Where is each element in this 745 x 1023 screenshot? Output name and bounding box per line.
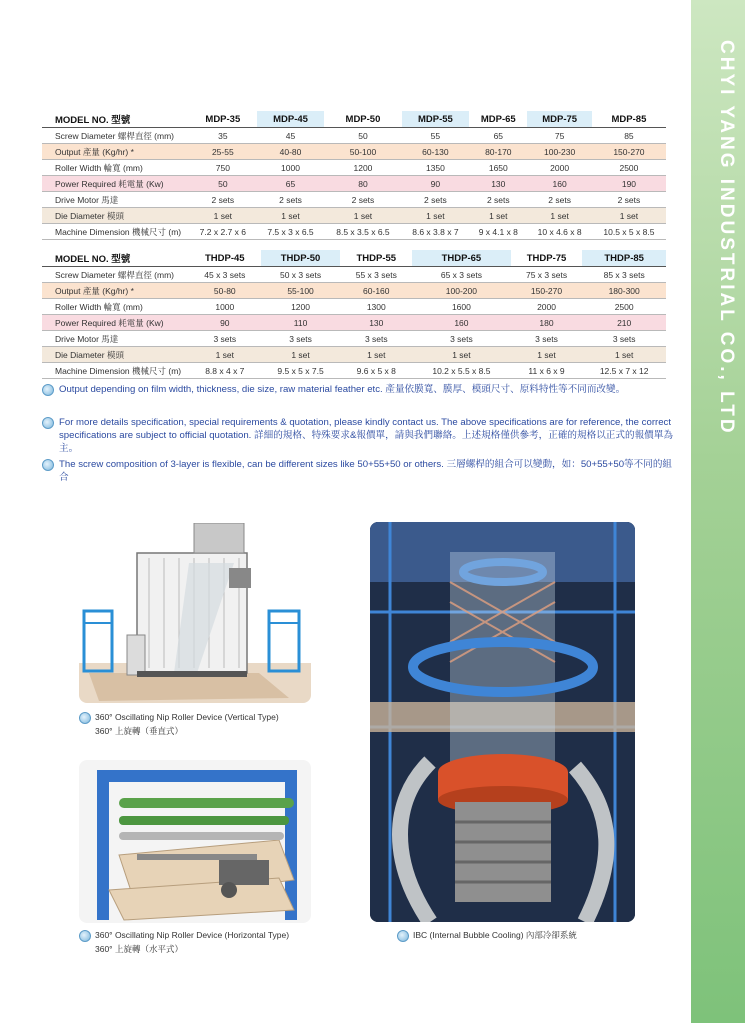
row-label-cell: Drive Motor 馬達 [42,192,189,208]
caption-vertical [79,710,279,738]
value-cell: 100-200 [412,283,511,299]
value-cell: 8.6 x 3.8 x 7 [402,224,470,240]
value-cell: 80 [324,176,401,192]
value-cell: 1 set [527,208,592,224]
row-label-cell: Output 產量 (Kg/hr) * [42,144,189,160]
value-cell: 12.5 x 7 x 12 [582,363,666,379]
model-column-header: MDP-35 [189,111,257,128]
photo-vertical-nip-roller [79,523,311,703]
table-row [42,176,666,192]
table-row [42,144,666,160]
value-cell: 8.5 x 3.5 x 6.5 [324,224,401,240]
value-cell: 2 sets [469,192,527,208]
spec-table-thdp [42,250,666,379]
value-cell: 50 x 3 sets [261,267,341,283]
value-cell: 150-270 [511,283,583,299]
row-label-cell: Screw Diameter 螺桿直徑 (mm) [42,267,189,283]
value-cell: 160 [527,176,592,192]
value-cell: 10 x 4.6 x 8 [527,224,592,240]
model-column-header: MDP-75 [527,111,592,128]
value-cell: 1 set [592,208,666,224]
value-cell: 1 set [402,208,470,224]
value-cell: 65 x 3 sets [412,267,511,283]
value-cell: 9.5 x 5 x 7.5 [261,363,341,379]
value-cell: 2000 [511,299,583,315]
value-cell: 45 x 3 sets [189,267,261,283]
row-label-cell: Machine Dimension 機械尺寸 (m) [42,224,189,240]
value-cell: 1600 [412,299,511,315]
caption-horizontal [79,928,289,956]
model-column-header: MDP-45 [257,111,325,128]
value-cell: 60-160 [340,283,412,299]
value-cell: 80-170 [469,144,527,160]
value-cell: 75 x 3 sets [511,267,583,283]
value-cell: 180 [511,315,583,331]
row-label-cell: Drive Motor 馬達 [42,331,189,347]
table-row [42,160,666,176]
caption-horizontal-en: 360° Oscillating Nip Roller Device (Horizontal Type) [95,930,290,940]
value-cell: 160 [412,315,511,331]
value-cell: 2500 [592,160,666,176]
note-text: For more details specification, special requirements & quotation, please kindly contact us. The above specifications are for reference, the correct specifications are subject to official quotation. 詳細的規格、特殊要求&報價單，請與我們聯絡。上述規格僅供參考，正確的規格以正式的報價單為主。 [59,417,673,454]
value-cell: 50-100 [324,144,401,160]
value-cell: 2 sets [402,192,470,208]
value-cell: 10.2 x 5.5 x 8.5 [412,363,511,379]
value-cell: 55 [402,128,470,144]
note-output [42,383,677,396]
note-text: Output depending on film width, thickness, die size, raw material feather etc. 產量依膜寬、膜厚、模頭尺寸、原料特性等不同而改變。 [59,384,626,395]
model-column-header: THDP-45 [189,250,261,267]
value-cell: 2 sets [324,192,401,208]
table-row [42,363,666,379]
value-cell: 1200 [324,160,401,176]
value-cell: 55 x 3 sets [340,267,412,283]
caption-ibc [397,928,577,942]
row-label-cell: Machine Dimension 機械尺寸 (m) [42,363,189,379]
value-cell: 85 [592,128,666,144]
value-cell: 210 [582,315,666,331]
caption-ibc-text: IBC (Internal Bubble Cooling) 內部冷卻系統 [413,930,577,940]
value-cell: 1000 [257,160,325,176]
bullet-icon [42,384,54,396]
value-cell: 130 [340,315,412,331]
model-column-header: THDP-75 [511,250,583,267]
value-cell: 1 set [412,347,511,363]
model-column-header: THDP-55 [340,250,412,267]
table-row [42,267,666,283]
value-cell: 9 x 4.1 x 8 [469,224,527,240]
note-contact [42,416,677,455]
bullet-icon [397,930,409,942]
model-column-header: MDP-65 [469,111,527,128]
value-cell: 1 set [469,208,527,224]
value-cell: 2 sets [257,192,325,208]
value-cell: 2 sets [527,192,592,208]
value-cell: 55-100 [261,283,341,299]
table-header-row [42,250,666,267]
value-cell: 45 [257,128,325,144]
value-cell: 1200 [261,299,341,315]
note-screw [42,458,677,484]
row-label-cell: Roller Width 輪寬 (mm) [42,160,189,176]
value-cell: 50 [189,176,257,192]
value-cell: 2500 [582,299,666,315]
bullet-icon [79,930,91,942]
caption-horizontal-zh: 360° 上旋轉（水平式） [95,944,183,954]
value-cell: 3 sets [511,331,583,347]
value-cell: 3 sets [340,331,412,347]
table-row [42,331,666,347]
value-cell: 1000 [189,299,261,315]
model-header-cell: MODEL NO. 型號 [42,250,189,267]
model-column-header: MDP-50 [324,111,401,128]
value-cell: 50 [324,128,401,144]
value-cell: 3 sets [261,331,341,347]
value-cell: 1 set [582,347,666,363]
value-cell: 9.6 x 5 x 8 [340,363,412,379]
value-cell: 2 sets [189,192,257,208]
note-text: The screw composition of 3-layer is flexible, can be different sizes like 50+55+50 or others. 三層螺桿的組合可以變動，如：50+55+50等不同的組合 [59,459,673,483]
value-cell: 1 set [189,208,257,224]
model-column-header: THDP-65 [412,250,511,267]
row-label-cell: Output 產量 (Kg/hr) * [42,283,189,299]
bullet-icon [79,712,91,724]
value-cell: 1 set [511,347,583,363]
model-column-header: THDP-85 [582,250,666,267]
value-cell: 60-130 [402,144,470,160]
table-row [42,192,666,208]
value-cell: 50-80 [189,283,261,299]
value-cell: 90 [402,176,470,192]
row-label-cell: Die Diameter 模頭 [42,208,189,224]
value-cell: 90 [189,315,261,331]
row-label-cell: Die Diameter 模頭 [42,347,189,363]
caption-vertical-zh: 360° 上旋轉（垂直式） [95,726,183,736]
value-cell: 25-55 [189,144,257,160]
row-label-cell: Roller Width 輪寬 (mm) [42,299,189,315]
value-cell: 150-270 [592,144,666,160]
bullet-icon [42,459,54,471]
value-cell: 1 set [257,208,325,224]
value-cell: 85 x 3 sets [582,267,666,283]
row-label-cell: Power Required 耗電量 (Kw) [42,176,189,192]
value-cell: 1 set [324,208,401,224]
value-cell: 2 sets [592,192,666,208]
value-cell: 1300 [340,299,412,315]
table-header-row [42,111,666,128]
value-cell: 100-230 [527,144,592,160]
value-cell: 7.2 x 2.7 x 6 [189,224,257,240]
value-cell: 65 [469,128,527,144]
value-cell: 110 [261,315,341,331]
photo-ibc [370,522,635,922]
value-cell: 1 set [261,347,341,363]
value-cell: 130 [469,176,527,192]
value-cell: 190 [592,176,666,192]
company-name: CHYI YANG INDUSTRIAL CO., LTD [716,40,737,436]
table-row [42,299,666,315]
value-cell: 3 sets [412,331,511,347]
value-cell: 40-80 [257,144,325,160]
bullet-icon [42,417,54,429]
table-row [42,128,666,144]
value-cell: 75 [527,128,592,144]
value-cell: 3 sets [189,331,261,347]
value-cell: 1 set [340,347,412,363]
model-column-header: MDP-55 [402,111,470,128]
value-cell: 8.8 x 4 x 7 [189,363,261,379]
table-row [42,347,666,363]
row-label-cell: Power Required 耗電量 (Kw) [42,315,189,331]
model-header-cell: MODEL NO. 型號 [42,111,189,128]
value-cell: 2000 [527,160,592,176]
caption-vertical-en: 360° Oscillating Nip Roller Device (Vertical Type) [95,712,279,722]
spec-table-mdp [42,111,666,240]
table-row [42,315,666,331]
value-cell: 35 [189,128,257,144]
value-cell: 1350 [402,160,470,176]
value-cell: 11 x 6 x 9 [511,363,583,379]
value-cell: 750 [189,160,257,176]
value-cell: 1650 [469,160,527,176]
photo-horizontal-nip-roller [79,760,311,923]
value-cell: 1 set [189,347,261,363]
table-row [42,208,666,224]
model-column-header: THDP-50 [261,250,341,267]
value-cell: 180-300 [582,283,666,299]
model-column-header: MDP-85 [592,111,666,128]
value-cell: 3 sets [582,331,666,347]
row-label-cell: Screw Diameter 螺桿直徑 (mm) [42,128,189,144]
value-cell: 7.5 x 3 x 6.5 [257,224,325,240]
table-row [42,224,666,240]
value-cell: 10.5 x 5 x 8.5 [592,224,666,240]
table-row [42,283,666,299]
value-cell: 65 [257,176,325,192]
